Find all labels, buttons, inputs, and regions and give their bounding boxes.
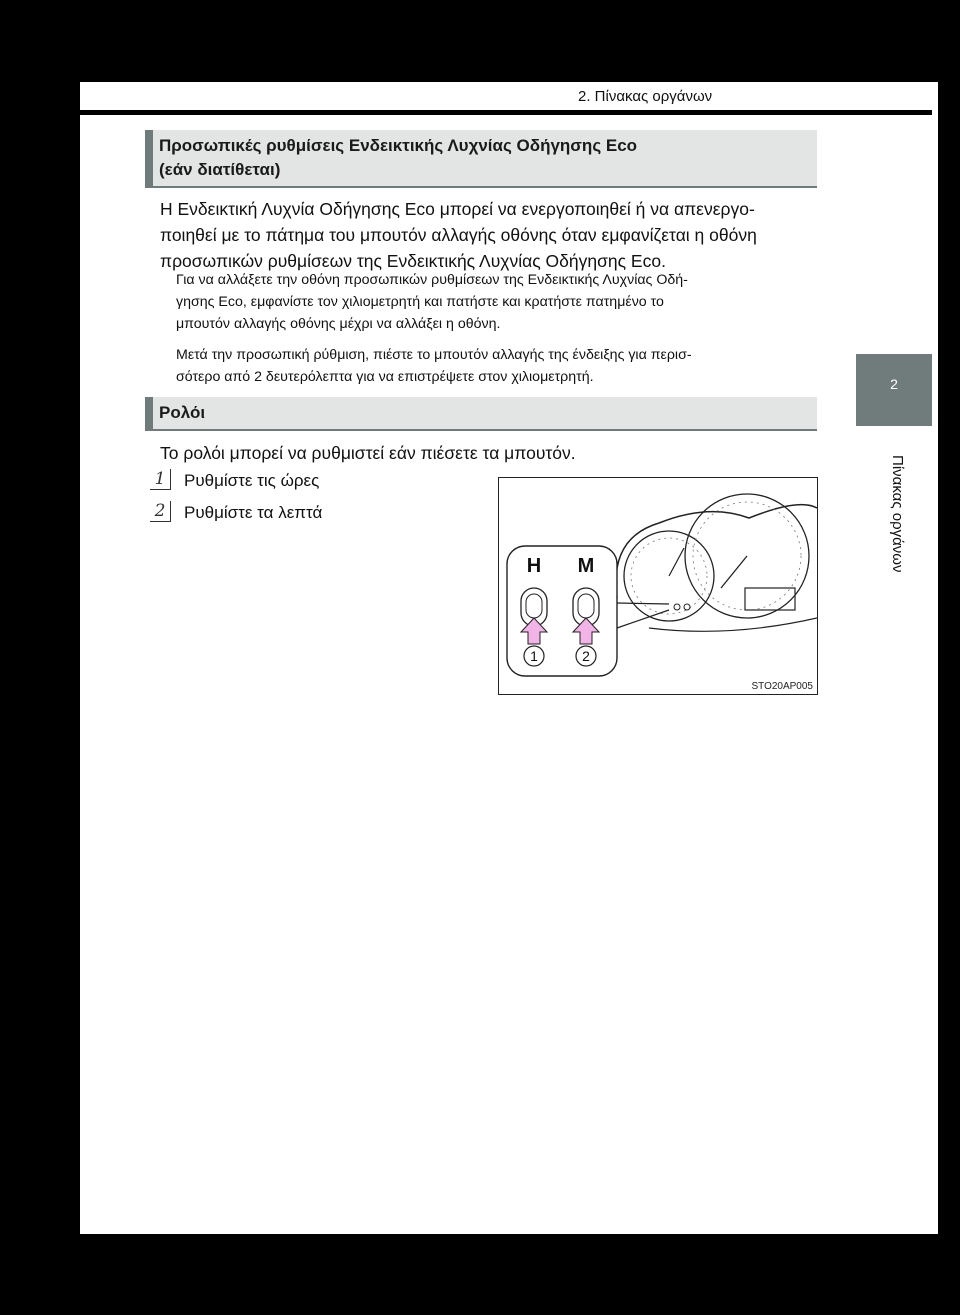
section-title-clock: Ρολόι (159, 403, 206, 422)
button-h-label: H (526, 555, 542, 577)
section-header-clock (145, 397, 817, 431)
eco-note-1-line1: Για να αλλάξετε την οθόνη προσωπικών ρυθμίσεων της Ενδεικτικής Λυχνίας Οδή- (176, 272, 688, 288)
callout-number-1: 1 (530, 648, 538, 664)
button-m-label: M (577, 555, 595, 577)
section-title-eco-line2: (εάν διατίθεται) (159, 160, 281, 179)
eco-note-1-line3: μπουτόν αλλαγής οθόνης μέχρι να αλλάξει η οθόνη. (176, 316, 501, 332)
cluster-housing (616, 505, 817, 598)
instrument-cluster-figure (498, 477, 818, 695)
header-rule (80, 110, 932, 115)
eco-paragraph-line1: Η Ενδεικτική Λυχνία Οδήγησης Eco μπορεί να ενεργοποιηθεί ή να απενεργο- (160, 199, 755, 219)
eco-note-2-line1: Μετά την προσωπική ρύθμιση, πιέστε το μπουτόν αλλαγής της ένδειξης για περισ- (176, 347, 692, 363)
item-label-minutes: Ρυθμίστε τα λεπτά (184, 503, 323, 522)
cluster-button-h (674, 604, 680, 610)
eco-note-1-line2: γησης Eco, εμφανίστε τον χιλιομετρητή και πατήστε και κρατήστε πατημένο το (176, 294, 664, 310)
chapter-header: 2. Πίνακας οργάνων (578, 88, 713, 105)
eco-paragraph (160, 196, 816, 274)
cluster-button-m (684, 604, 690, 610)
tachometer-needle (669, 548, 684, 576)
section-title-eco-line1: Προσωπικές ρυθμίσεις Ενδεικτικής Λυχνίας Οδήγησης Eco (159, 136, 638, 155)
item-number-2: 2 (150, 501, 171, 522)
eco-note-1 (176, 269, 812, 335)
clock-intro: Το ρολόι μπορεί να ρυθμιστεί εάν πιέσετε τα μπουτόν. (160, 443, 576, 463)
figure-code: STO20AP005 (751, 681, 813, 692)
eco-note-2 (176, 344, 812, 388)
chapter-side-title-text: Πίνακας οργάνων (889, 455, 906, 573)
chapter-side-title (836, 455, 956, 655)
eco-note-2-line2: σότερο από 2 δευτερόλεπτα για να επιστρέψετε στον χιλιομετρητή. (176, 369, 594, 385)
speedometer-needle (721, 556, 747, 588)
zoom-line (617, 603, 669, 604)
callout-number-2: 2 (582, 648, 590, 664)
section-header-eco (145, 130, 817, 188)
crop-mark (938, 82, 940, 1234)
cluster-illustration (499, 478, 817, 694)
chapter-tab-number: 2 (890, 376, 898, 392)
eco-paragraph-line3: προσωπικών ρυθμίσεων της Ενδεικτικής Λυχνίας Οδήγησης Eco. (160, 251, 666, 271)
cluster-lower-edge (649, 618, 817, 631)
eco-paragraph-line2: ποιηθεί με το πάτημα του μπουτόν αλλαγής οθόνης όταν εμφανίζεται η οθόνη (160, 225, 757, 245)
odometer-display (745, 588, 795, 610)
item-label-hours: Ρυθμίστε τις ώρες (184, 471, 320, 490)
item-number-1: 1 (150, 469, 171, 490)
